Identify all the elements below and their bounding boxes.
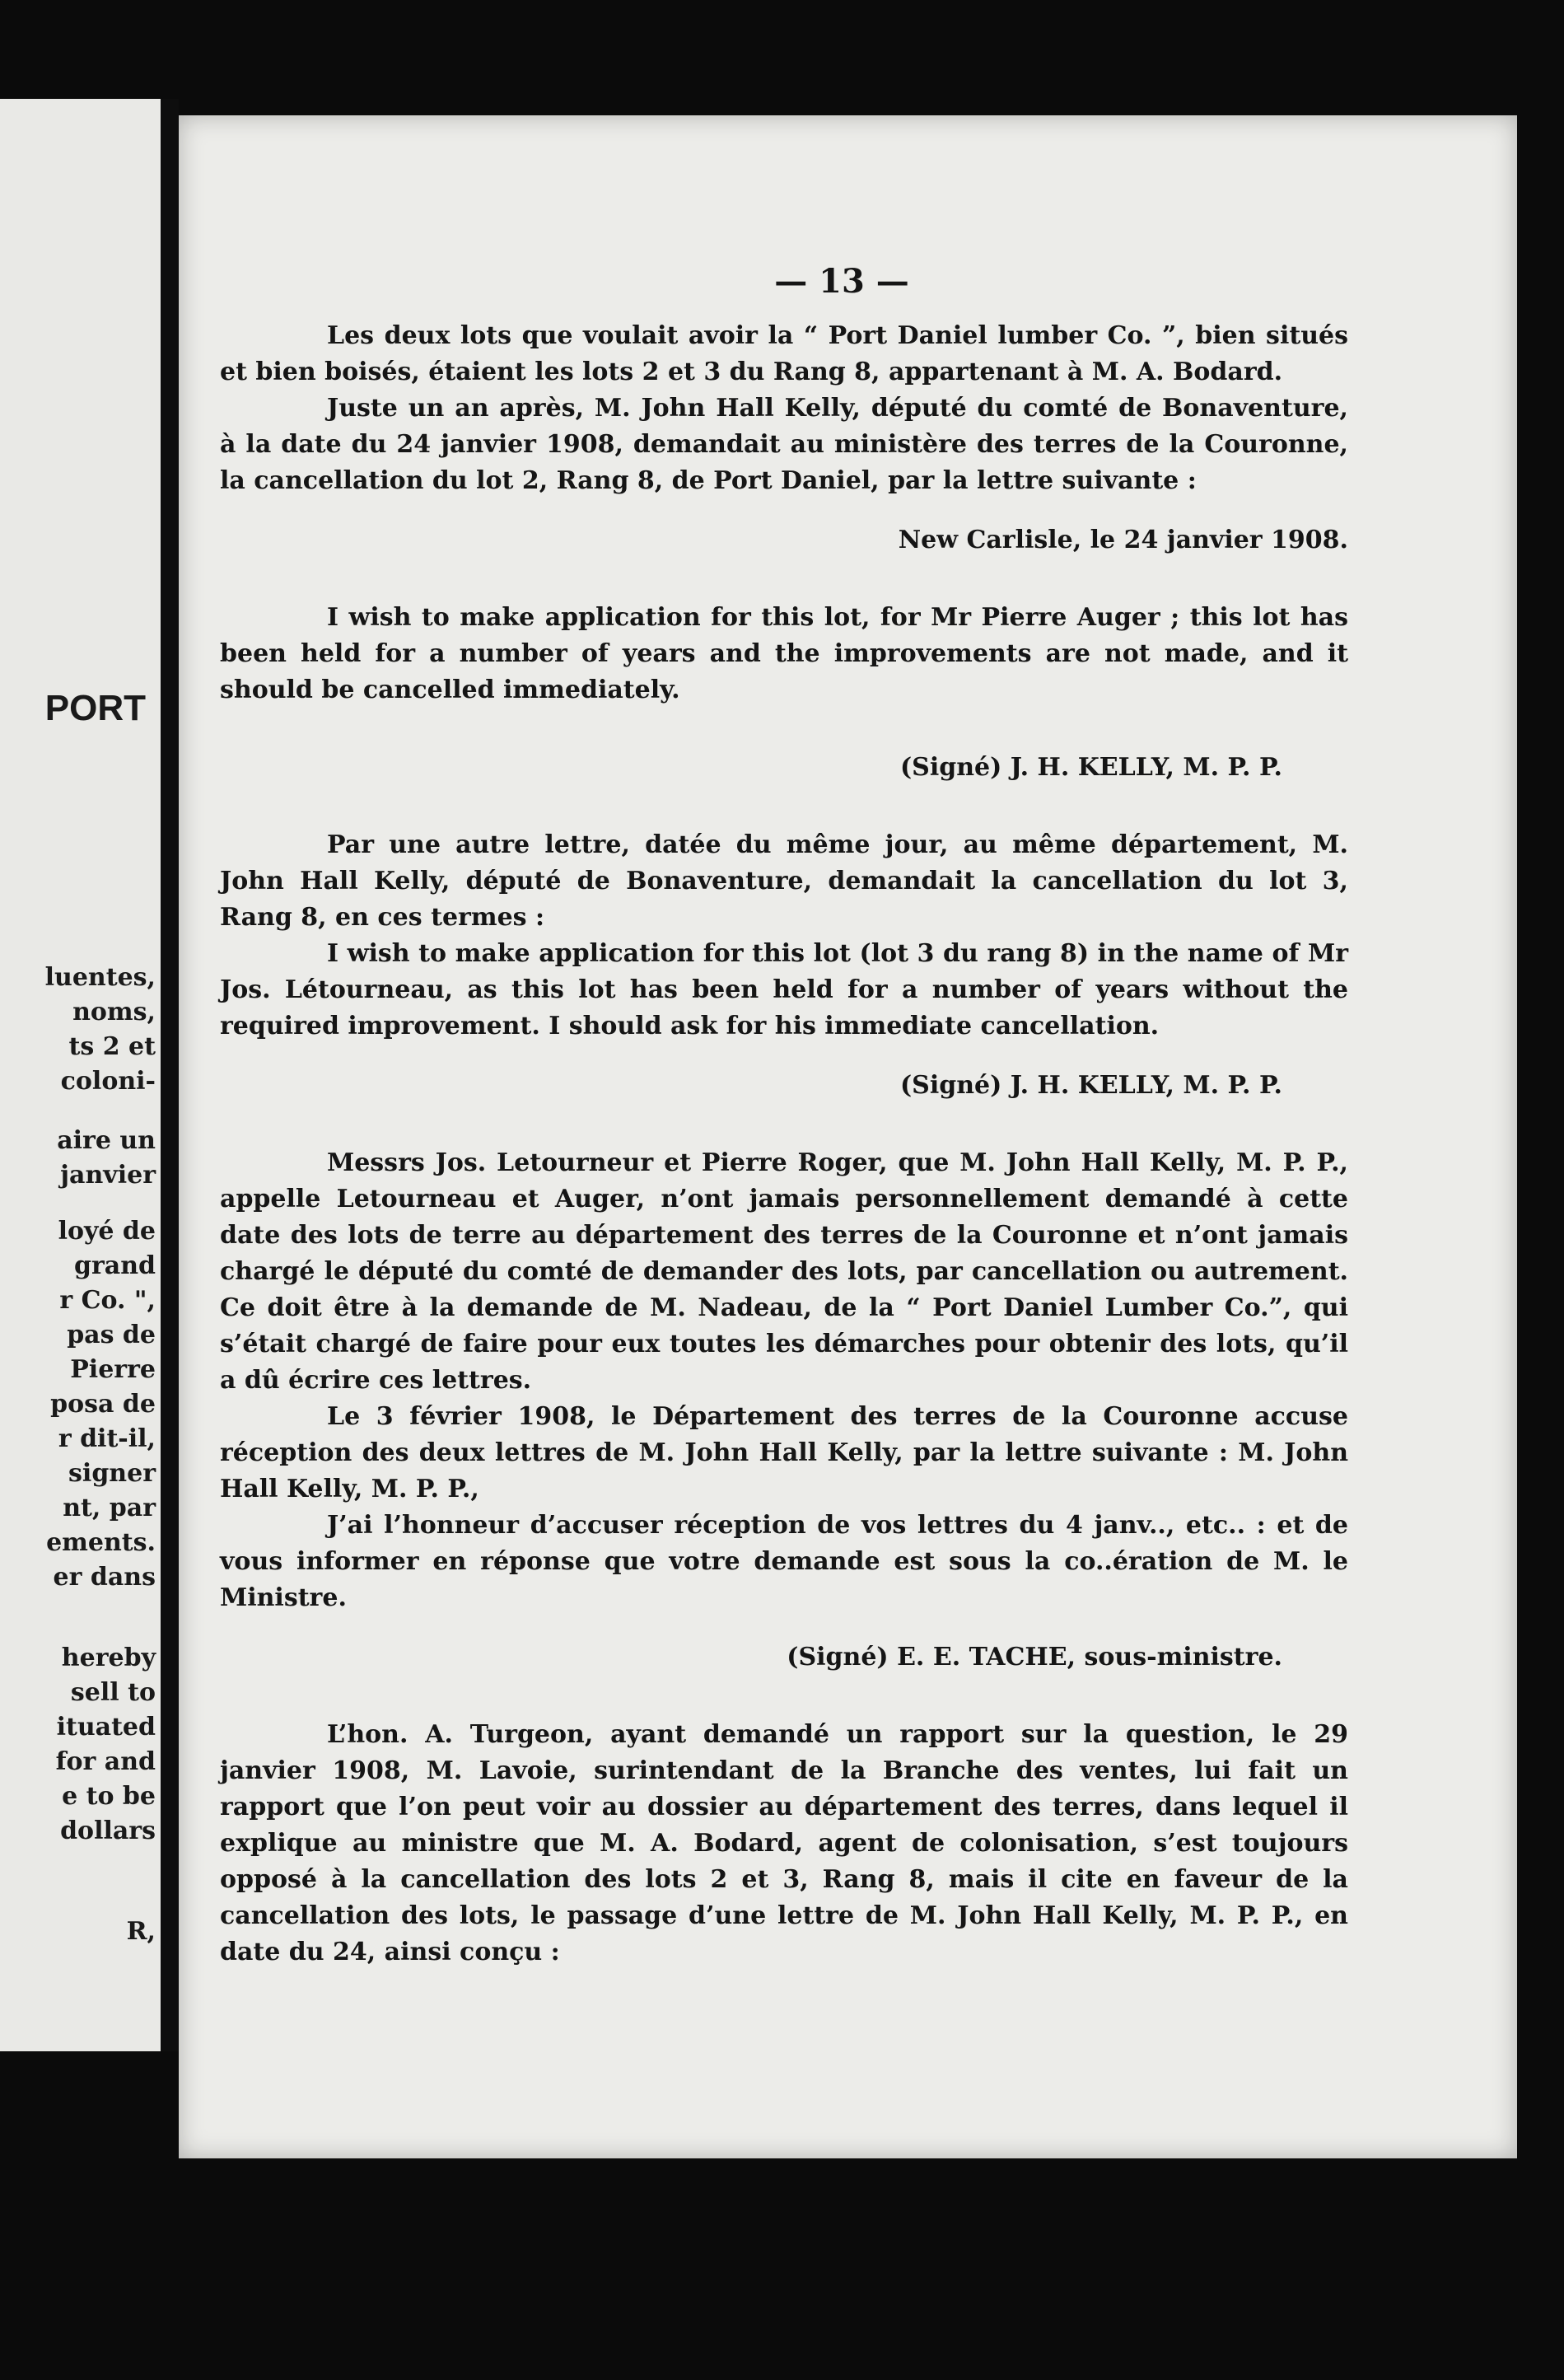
left-fragment: grand xyxy=(73,1251,156,1280)
left-fragment: janvier xyxy=(60,1161,156,1190)
paragraph: Le 3 février 1908, le Département des terres de la Couronne accuse réception des deux lettres de M. John Hall Kelly, par la lettre suivante : M. John Hall Kelly, M. P. P., xyxy=(220,1402,1348,1503)
signature: (Signé) J. H. KELLY, M. P. P. xyxy=(899,1071,1282,1100)
adjacent-page-fragment xyxy=(0,99,161,2051)
left-fragment: dollars xyxy=(60,1817,156,1845)
left-fragment: ts 2 et xyxy=(68,1032,156,1061)
paragraph: Par une autre lettre, datée du même jour, au même département, M. John Hall Kelly, député de Bonaventure, demandait la cancellation du lot 3, Rang 8, en ces termes : xyxy=(220,830,1348,932)
left-fragment: R, xyxy=(126,1917,156,1946)
paragraph: L’hon. A. Turgeon, ayant demandé un rapport sur la question, le 29 janvier 1908, M. Lavoie, surintendant de la Branche des ventes, lui fait un rapport que l’on peut voir au dossier au département des terres, dans lequel il explique au ministre que M. A. Bodard, agent de colonisation, s’est toujours opposé à la cancellation des lots 2 et 3, Rang 8, mais il cite en faveur de la cancellation des lots, le passage d’une lettre de M. John Hall Kelly, M. P. P., en date du 24, ainsi conçu : xyxy=(220,1720,1348,1966)
letter-body: J’ai l’honneur d’accuser réception de vos lettres du 4 janv.., etc.. : et de vous informer en réponse que votre demande est sous la co..ération de M. le Ministre. xyxy=(220,1511,1348,1612)
letter-dateline: New Carlisle, le 24 janvier 1908. xyxy=(898,526,1348,554)
left-fragment: ituated xyxy=(56,1713,156,1742)
left-fragment: pas de xyxy=(67,1321,156,1349)
left-fragment: ements. xyxy=(46,1528,156,1557)
left-fragment: hereby xyxy=(61,1644,156,1672)
signature: (Signé) J. H. KELLY, M. P. P. xyxy=(899,753,1282,782)
document-page xyxy=(179,115,1517,2158)
page-content xyxy=(220,264,1348,1971)
letter-body: I wish to make application for this lot, for Mr Pierre Auger ; this lot has been held for a number of years and the improvements are not made, and it should be cancelled immediately. xyxy=(220,603,1348,704)
paragraph: Les deux lots que voulait avoir la “ Port Daniel lumber Co. ”, bien situés et bien boisés, étaient les lots 2 et 3 du Rang 8, appartenant à M. A. Bodard. xyxy=(220,321,1348,386)
left-fragment: for and xyxy=(55,1747,156,1776)
left-fragment: PORT xyxy=(44,688,146,728)
left-fragment: r Co. ", xyxy=(59,1286,156,1315)
left-fragment: luentes, xyxy=(44,963,156,992)
left-fragment: loyé de xyxy=(58,1217,156,1246)
left-fragment: coloni- xyxy=(60,1067,156,1096)
page-gutter xyxy=(161,99,179,2051)
signature: (Signé) E. E. TACHE, sous-ministre. xyxy=(787,1643,1282,1672)
left-fragment: nt, par xyxy=(63,1494,156,1522)
page-number: — 13 — xyxy=(774,262,909,301)
paragraph: Juste un an après, M. John Hall Kelly, député du comté de Bonaventure, à la date du 24 janvier 1908, demandait au ministère des terres de la Couronne, la cancellation du lot 2, Rang 8, de Port Daniel, par la lettre suivante : xyxy=(220,394,1348,495)
left-fragment: Pierre xyxy=(70,1355,156,1384)
left-fragment: noms, xyxy=(72,998,156,1026)
left-fragment: er dans xyxy=(53,1563,156,1592)
left-fragment: r dit-il, xyxy=(58,1424,156,1453)
left-fragment: posa de xyxy=(50,1390,156,1419)
left-fragment: e to be xyxy=(62,1782,156,1811)
left-fragment: signer xyxy=(68,1459,156,1488)
paragraph: Messrs Jos. Letourneur et Pierre Roger, que M. John Hall Kelly, M. P. P., appelle Letourneau et Auger, n’ont jamais personnellement demandé à cette date des lots de terre au département des terres de la Couronne et n’ont jamais chargé le député du comté de demander des lots, par cancellation ou autrement. Ce doit être à la demande de M. Nadeau, de la “ Port Daniel Lumber Co.”, qui s’était chargé de faire pour eux toutes les démarches pour obtenir des lots, qu’il a dû écrire ces lettres. xyxy=(220,1148,1348,1395)
letter-body: I wish to make application for this lot (lot 3 du rang 8) in the name of Mr Jos. Létourneau, as this lot has been held for a number of years without the required improvement. I should ask for his immediate cancellation. xyxy=(220,939,1348,1040)
left-fragment: sell to xyxy=(70,1678,156,1707)
left-fragment: aire un xyxy=(57,1126,156,1155)
